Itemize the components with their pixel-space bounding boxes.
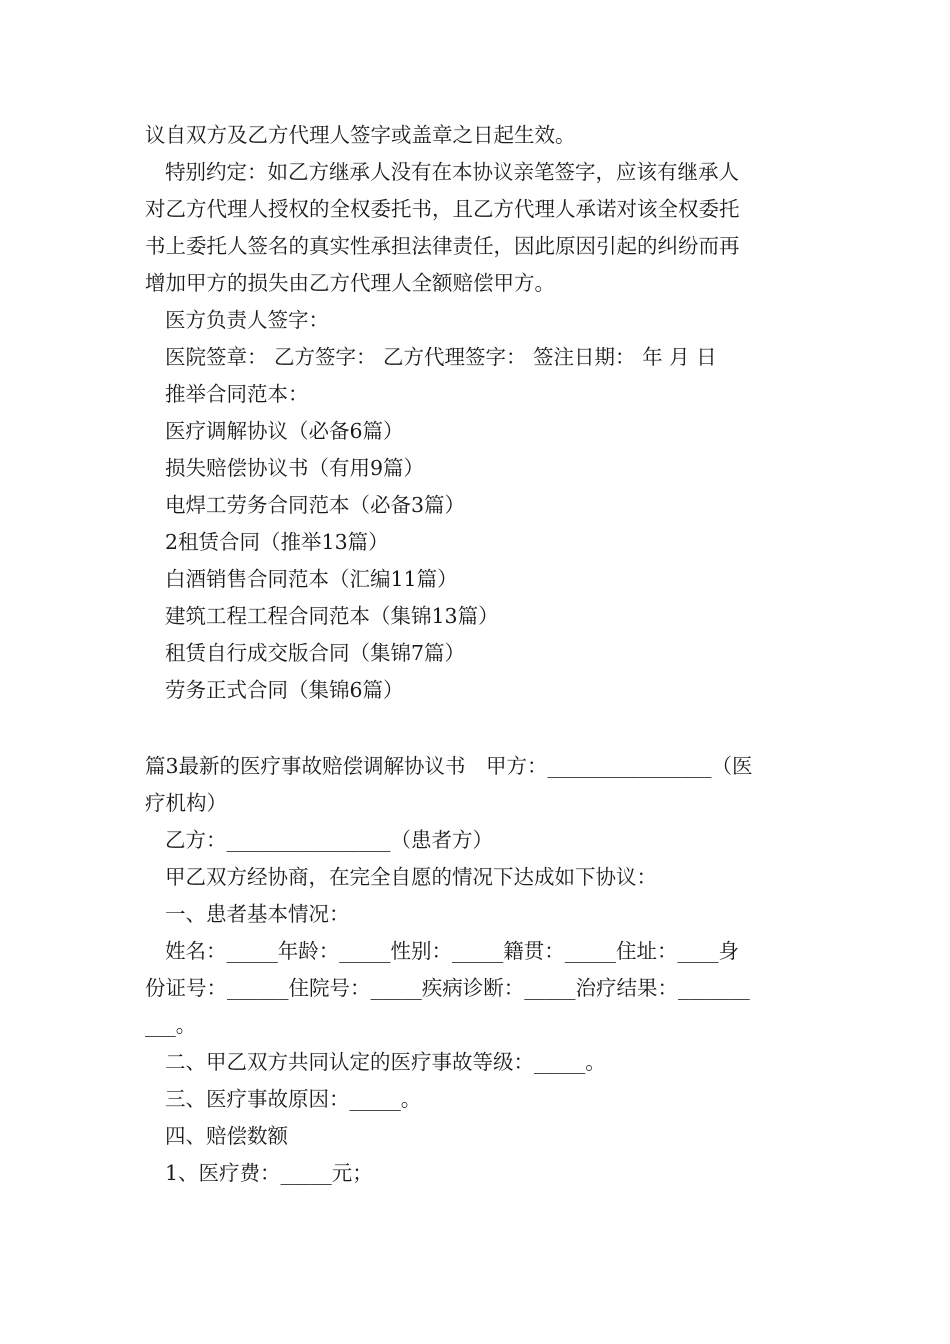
paragraph-line: 书上委托人签名的真实性承担法律责任，因此原因引起的纠纷而再 xyxy=(145,234,740,258)
form-line: 1、医疗费：_____元； xyxy=(165,1161,373,1185)
clause-heading: 一、患者基本情况： xyxy=(165,902,350,926)
paragraph-line: 甲乙双方经协商，在完全自愿的情况下达成如下协议： xyxy=(165,865,657,889)
clause-heading: 四、赔偿数额 xyxy=(165,1124,288,1148)
recommend-item: 医疗调解协议（必备6篇） xyxy=(165,419,404,443)
paragraph-line: 议自双方及乙方代理人签字或盖章之日起生效。 xyxy=(145,123,576,147)
recommend-heading: 推举合同范本： xyxy=(165,382,309,406)
paragraph-line: 增加甲方的损失由乙方代理人全额赔偿甲方。 xyxy=(145,271,555,295)
recommend-item: 2租赁合同（推举13篇） xyxy=(165,530,389,554)
paragraph-line: 疗机构） xyxy=(145,791,227,815)
clause-heading: 二、甲乙双方共同认定的医疗事故等级：_____。 xyxy=(165,1050,606,1074)
section-title-line: 篇3最新的医疗事故赔偿调解协议书 甲方：________________（医 xyxy=(145,754,753,778)
paragraph-line: 对乙方代理人授权的全权委托书，且乙方代理人承诺对该全权委托 xyxy=(145,197,740,221)
paragraph-line: 特别约定：如乙方继承人没有在本协议亲笔签字，应该有继承人 xyxy=(165,160,739,184)
recommend-item: 租赁自行成交版合同（集锦7篇） xyxy=(165,641,466,665)
recommend-item: 白酒销售合同范本（汇编11篇） xyxy=(165,567,458,591)
form-line: ___。 xyxy=(145,1013,197,1037)
recommend-item: 电焊工劳务合同范本（必备3篇） xyxy=(165,493,466,517)
signature-line: 医方负责人签字： xyxy=(165,308,329,332)
recommend-item: 建筑工程工程合同范本（集锦13篇） xyxy=(165,604,499,628)
clause-heading: 三、医疗事故原因：_____。 xyxy=(165,1087,422,1111)
party-line: 乙方：________________（患者方） xyxy=(165,828,493,852)
recommend-item: 劳务正式合同（集锦6篇） xyxy=(165,678,404,702)
signature-line: 医院签章： 乙方签字： 乙方代理签字： 签注日期： 年 月 日 xyxy=(165,345,717,369)
form-line: 份证号：______住院号：_____疾病诊断：_____治疗结果：_______ xyxy=(145,976,750,1000)
form-line: 姓名：_____年龄：_____性别：_____籍贯：_____住址：____身 xyxy=(165,939,739,963)
recommend-item: 损失赔偿协议书（有用9篇） xyxy=(165,456,425,480)
